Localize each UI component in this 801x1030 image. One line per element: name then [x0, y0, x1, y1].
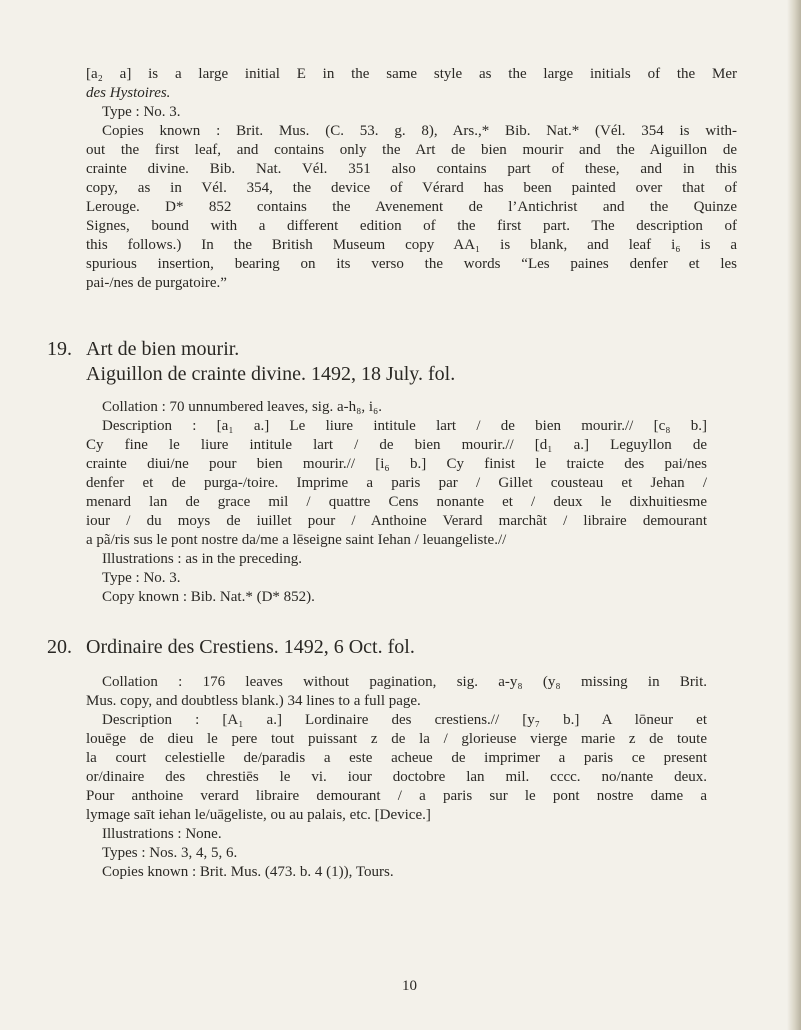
entry-line: iour / du moys de iuillet pour / Anthoine Verard marchãt / libraire demourant: [86, 513, 707, 529]
entry-body: [86, 673, 707, 882]
intro-line: [a₂ a] is a large initial E in the same style as the large initials of the Mer: [86, 66, 737, 82]
entry-line: Illustrations : as in the preceding.: [102, 551, 302, 567]
page-number: 10: [402, 978, 417, 994]
entry-line: Collation : 176 leaves without pagination, sig. a-y₈ (y₈ missing in Brit.: [102, 674, 707, 690]
intro-line: des Hystoires.: [86, 85, 171, 101]
entry-title: Art de bien mourir.: [86, 338, 240, 360]
entry-line: la court celestielle de/paradis a este acheue de imprimer a paris ce present: [86, 750, 707, 766]
intro-line: Copies known : Brit. Mus. (C. 53. g. 8), Ars.,* Bib. Nat.* (Vél. 354 is with-: [102, 123, 737, 139]
entry-line: Collation : 70 unnumbered leaves, sig. a-h₈, i₆.: [102, 399, 382, 415]
entry-line: Pour anthoine verard libraire demourant / a paris sur le pont nostre dame a: [86, 788, 707, 804]
entry-line: crainte diui/ne pour bien mourir.// [i₆ b.] Cy finist le traicte des pai/nes: [86, 456, 707, 472]
intro-line: spurious insertion, bearing on its verso the words “Les paines denfer et les: [86, 256, 737, 272]
entry-body: [86, 398, 707, 607]
entry-number: 19.: [47, 338, 72, 360]
entry-line: or/dinaire des chrestiēs le vi. iour doctobre lan mil. cccc. no/nante deux.: [86, 769, 707, 785]
entry-line: Types : Nos. 3, 4, 5, 6.: [102, 845, 238, 861]
entry-line: Cy fine le liure intitule lart / de bien mourir.// [d₁ a.] Leguyllon de: [86, 437, 707, 453]
entry-line: denfer et de purga-/toire. Imprime a paris par / Gillet cousteau et Jehan /: [86, 475, 707, 491]
entry-line: lymage saīt iehan le/uāgeliste, ou au palais, etc. [Device.]: [86, 807, 431, 823]
intro-line: Lerouge. D* 852 contains the Avenement de l’Antichrist and the Quinze: [86, 199, 737, 215]
intro-line: Signes, bound with a different edition of the first part. The description of: [86, 218, 737, 234]
entry-title: Ordinaire des Crestiens. 1492, 6 Oct. fol.: [86, 636, 415, 658]
intro-line: Type : No. 3.: [102, 104, 181, 120]
intro-line: pai-/nes de purgatoire.”: [86, 275, 227, 291]
entry-line: Copies known : Brit. Mus. (473. b. 4 (1)), Tours.: [102, 864, 394, 880]
entry-line: Illustrations : None.: [102, 826, 222, 842]
entry-number: 20.: [47, 636, 72, 658]
intro-line: this follows.) In the British Museum copy AA₁ is blank, and leaf i₆ is a: [86, 237, 737, 253]
intro-line: out the first leaf, and contains only the Art de bien mourir and the Aiguillon de: [86, 142, 737, 158]
entry-line: louēge de dieu le pere tout puissant z de la / glorieuse vierge marie z de toute: [86, 731, 707, 747]
entry-line: Copy known : Bib. Nat.* (D* 852).: [102, 589, 315, 605]
entry-line: Description : [a₁ a.] Le liure intitule lart / de bien mourir.// [c₈ b.]: [102, 418, 707, 434]
entry-line: menard lan de grace mil / quattre Cens nonante et / deux le dixhuitiesme: [86, 494, 707, 510]
entry-line: Mus. copy, and doubtless blank.) 34 lines to a full page.: [86, 693, 421, 709]
intro-line: copy, as in Vél. 354, the device of Vérard has been painted over that of: [86, 180, 737, 196]
entry-line: Type : No. 3.: [102, 570, 181, 586]
entry-line: a pã/ris sus le pont nostre da/me a lēseigne saint Iehan / leuangeliste.//: [86, 532, 507, 548]
intro-paragraph: [86, 65, 737, 293]
intro-line: crainte divine. Bib. Nat. Vél. 351 also contains part of these, and in this: [86, 161, 737, 177]
entry-title: Aiguillon de crainte divine. 1492, 18 July. fol.: [86, 363, 456, 385]
entry-line: Description : [A₁ a.] Lordinaire des crestiens.// [y₇ b.] A lōneur et: [102, 712, 707, 728]
